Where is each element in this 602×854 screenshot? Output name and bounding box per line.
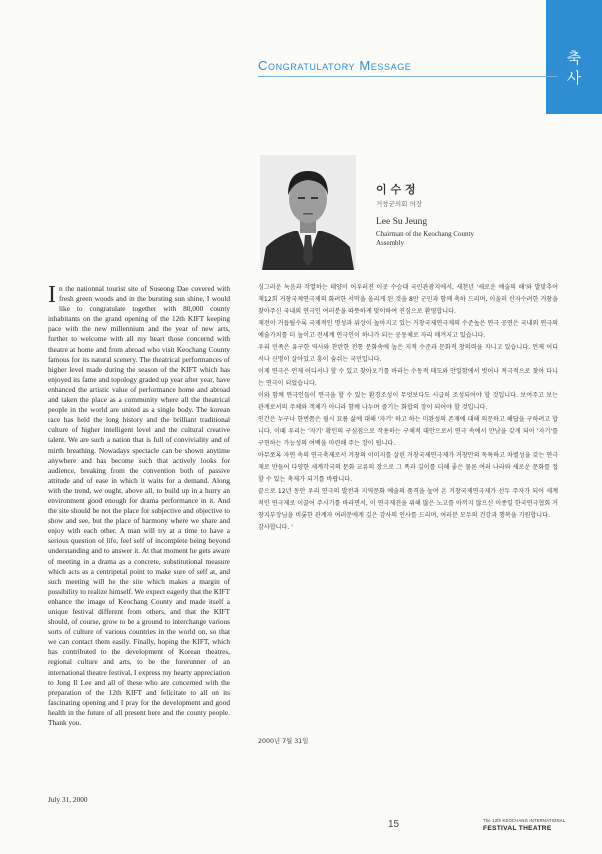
korean-paragraph: 싱그러운 녹음과 작열하는 태양이 어우러진 이곳 수승대 국민관광지에서, 새천년 '새로운 예술의 해'와 발맞추어 제12회 거창국제연극제의 화려한 서막을 올리게 된 것을 8만 군민과 함께 축하 드리며, 이울러 산자수려한 거창을 찾아주신 국내외 연극인 여러분을 따뜻하게 맞이하여 진심으로 환영합니다. <box>258 284 558 315</box>
author-title-english: Chairman of the Keochang County Assembly <box>376 230 474 247</box>
korean-paragraph: 이와 함께 연극인들이 연극을 할 수 있는 환경조성이 무엇보다도 시급히 조성되어야 할 것입니다. 보여주고 보는 관계로서의 주체와 객체가 아니라 함께 나누며 즐기는 화합의 장이 되어야 할 것입니다. <box>258 392 558 411</box>
korean-paragraph: 우리 민족은 유구한 역사와 찬란한 전통 문화속에 높은 지적 수준과 문화적 창의력을 지니고 있습니다. 언제 어디서나 신명이 살아있고 흥이 숨쉬는 국민입니다. <box>258 344 558 363</box>
korean-message-column <box>258 282 558 534</box>
author-title-korean: 거창군의회 의장 <box>376 200 423 208</box>
section-tab-char-1: 축 <box>566 49 582 67</box>
section-tab-char-2: 사 <box>566 69 582 87</box>
korean-paragraph: 아무쪼록 자연 속의 연극축제로서 거창의 이미지를 살린 거창국제연극제가 거창만의 독특하고 차별성을 갖는 연극제로 만들어 다양한 세계각국의 문화 교류의 장으로 그 폭과 깊이를 더해 좋은 물론 여러 나라와 새로운 문화를 접할 수 있는 축제가 되기를 바랍니다. <box>258 452 558 483</box>
english-message-body: n the nationnal tourist site of Suseong Dae covered with fresh green woods and in the bursting sun shine, I would like to congratulate together with 80,000 county inhabitants on the grand opening of the 12th KIFT keeping pace with the new millennium and the year of new arts, further to welcome with all my heart those concernd with theatre at home and from abroad who visit Keochang County famous for its natural scenery. The theatrical performances of higher level made during the season of the KIFT which has enjoyed its fame and topology graded up year after year, have enhanced the artistic value of performance home and abroad and taken the place as a community where all the theatrical people in the world are united as a single body. The korean race has held the long history and the brilliant traditional culture of higher intelligent level and the cultural creative talent. We are such a nation that is full of conviviality and of mirth breathing. Nowadays spectacle can be shown anytime anywhere and has become such that actively looks for audience, breaking from the convention both of passive attitude and of ease in which it waits for a demand. Along with the trend, we ought, above all, to build up in a hurry an environment good enough for drama performance in it. And the site should be not the place for subjective and objective to show and see, but the place of harmony where we share and enjoy with each other. A man will try at a time to have a serious question of life, feel self of incomplete being beyond understanding and to answer it. At that moment he gets aware of meeting in a drama as a concrete, substitutional measure which acts as a centripetal point to make sure of self at, and such meeting will be the site which makes a margin of possibility to realize himself. We expect eagerly that the KIFT enhance the image of Keochang County and made itself a unique festival different from others, and that the KIFT should, of course, grow to be a ground to interchange various sorts of culture of various countries in the world on, so that we can contact them easily. Finally, hoping the KIFT, which has contributed to the development of Korean theatres, regional culture and arts, to be the forerunner of an international theatre festival, I express my hearty appreciation to Jong Il Lee and all of these who are concerned with the preparation of the 12th KIFT and felicitate to all on its fascinating opening and I pray for the development and good health in the future of all present here and the county people. Thank you. <box>48 284 230 728</box>
author-name-korean: 이 수 정 <box>376 183 416 196</box>
korean-paragraph: 감사합니다. ' <box>258 524 293 531</box>
korean-paragraph: 제전이 거듭될수록 국제적인 명성과 위상이 높아지고 있는 거창국제연극제의 수준높은 연극 공연은 국내외 연극의 예술가치를 더 높이고 전세계 연극인이 하나가 되는 공동체로 자리 매겨지고 있습니다. <box>258 320 558 339</box>
footer-festival-subtitle: The 12th KEOCHANG INTERNATIONAL <box>483 818 566 823</box>
page-number: 15 <box>388 819 400 830</box>
title-divider <box>258 76 558 77</box>
page-title: Congratulatory Message <box>258 58 412 73</box>
english-message-column <box>48 284 230 728</box>
section-tab-chuksa <box>546 0 602 114</box>
english-message-date: July 31, 2000 <box>48 795 88 804</box>
drop-cap: I <box>48 282 56 308</box>
korean-paragraph: 인간은 누구나 한번쯤은 필시 묘름 삶에 대해 '자기' 하고 하는 미완성의 존재에 대해 의문하고 해답을 구하려고 합니다. 이때 우리는 '자기' 확인의 구심점으로 작용하는 구체적 대안으로서 연극 속에서 만남을 갖게 되어 '자기'를 구현하는 가능성의 여백을 마련해 주는 장이 됩니다. <box>258 416 558 447</box>
korean-paragraph: 이제 연극은 언제 어디서나 할 수 있고 찾아오기를 바라는 수동적 태도와 안일함에서 벗어나 적극적으로 찾아 다니는 연극이 되었습니다. <box>258 368 558 387</box>
korean-paragraph: 끝으로 12년 동안 우리 연극의 발전과 지역문화 예술의 품격을 높여 온 거창국제연극제가 선두 주자가 되어 세계적인 연극제로 이끌어 주시기를 바라면서, 이 연극제전을 위해 많은 노고를 아끼지 않으신 이종일 한국연극협회 거창지부장님을 비롯한 관계자 여러분에게 깊은 감사의 인사를 드리며, 여러분 모두의 건강과 행복을 기원합니다. <box>258 488 558 519</box>
footer-festival-title: FESTIVAL THEATRE <box>483 825 552 832</box>
korean-message-date: 2000년 7월 31일 <box>258 738 309 745</box>
author-name-english: Lee Su Jeung <box>376 217 428 227</box>
author-portrait-photo <box>260 155 356 270</box>
